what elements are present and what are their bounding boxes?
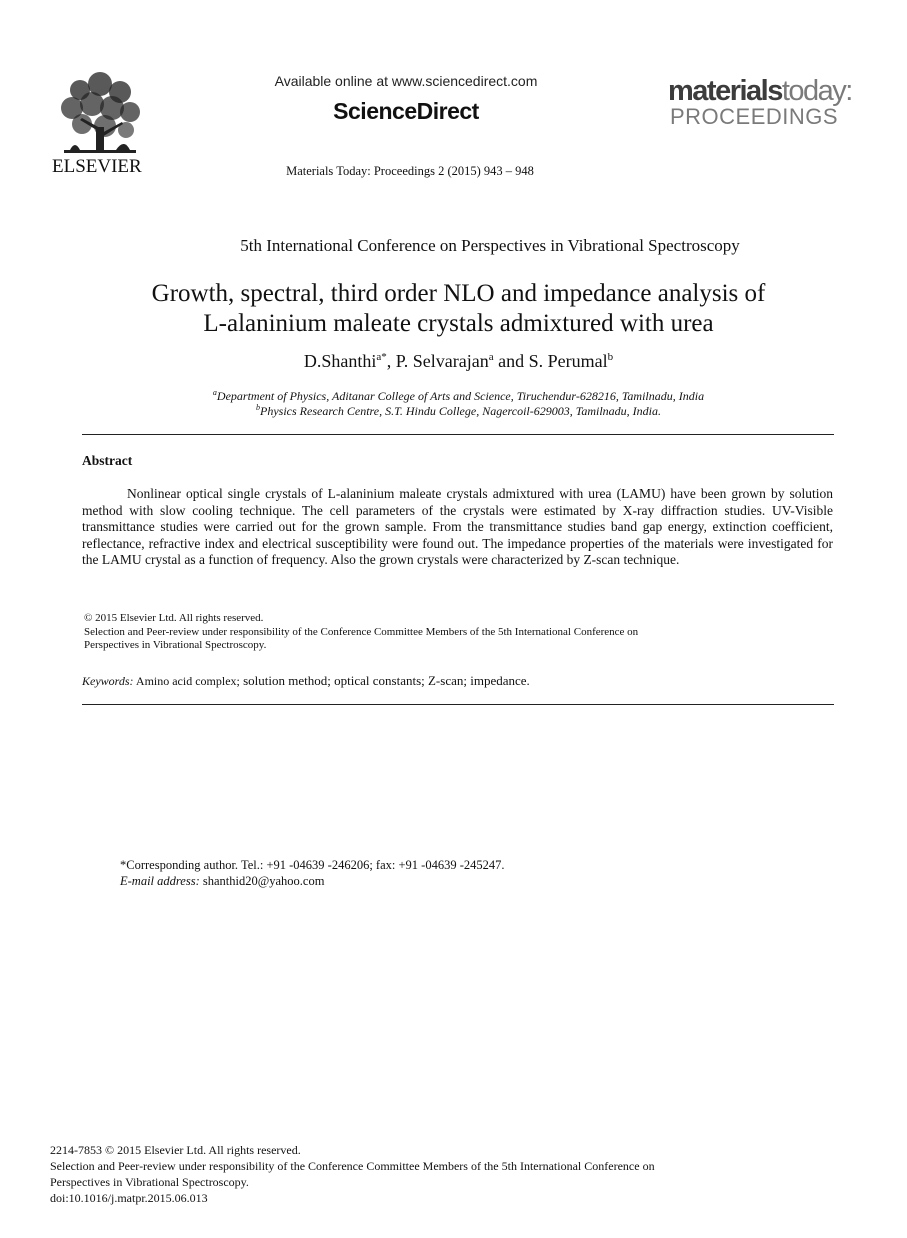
mt-brand-materials: materials: [668, 75, 782, 107]
author-affiliation-mark: a*: [376, 351, 387, 363]
sciencedirect-logo: ScienceDirect: [333, 98, 479, 124]
doi-link[interactable]: doi:10.1016/j.matpr.2015.06.013: [50, 1191, 208, 1205]
elsevier-wordmark: ELSEVIER: [52, 156, 142, 177]
bottom-divider: [82, 704, 834, 705]
affiliation-text: Department of Physics, Aditanar College of Arts and Science, Tiruchendur-628216, Tamilnadu, India: [216, 389, 705, 403]
footer-line: Perspectives in Vibrational Spectroscopy.: [50, 1175, 249, 1189]
email-label: E-mail address:: [120, 874, 200, 888]
affiliation-mark: b: [256, 403, 261, 412]
title-line-2: L-alaninium maleate crystals admixtured with urea: [203, 310, 714, 337]
corresponding-line: *Corresponding author. Tel.: +91 -04639 -246206; fax: +91 -04639 -245247.: [120, 858, 505, 872]
corresponding-author: [120, 857, 504, 889]
author-list: [0, 351, 907, 372]
author-affiliation-mark: a: [488, 351, 494, 363]
top-divider: [82, 434, 834, 435]
keywords-rest: solution method; optical constants; Z-scan; impedance.: [239, 673, 530, 688]
affiliation-text: Physics Research Centre, S.T. Hindu College, Nagercoil-629003, Tamilnadu, India.: [260, 404, 661, 418]
paper-title: [0, 279, 907, 339]
author-name: S. Perumal: [528, 351, 608, 371]
keywords-first: Amino acid complex;: [133, 674, 240, 688]
available-online-link[interactable]: Available online at www.sciencedirect.com: [274, 73, 538, 89]
title-line-1: Growth, spectral, third order NLO and impedance analysis of: [151, 280, 766, 307]
copyright-line: © 2015 Elsevier Ltd. All rights reserved.: [84, 612, 264, 624]
author-affiliation-mark: b: [607, 351, 614, 363]
affiliation-a: [0, 388, 907, 404]
materials-today-logo: [668, 76, 852, 106]
abstract-heading: Abstract: [82, 453, 133, 468]
author-separator: and: [493, 351, 529, 371]
page-footer: [50, 1142, 655, 1206]
abstract-body: Nonlinear optical single crystals of L-alaninium maleate crystals admixtured with urea (LAMU) have been grown by solution method with slow cooling technique. The cell parameters of the crystals were estimated by X-ray diffraction studies. UV-Visible transmittance studies were carried out for the grown sample. From the transmittance studies band gap energy, extinction coefficient, reflectance, refractive index and electrical susceptibility were found out. The impedance properties of the materials were investigated for the LAMU crystal as a function of frequency. Also the grown crystals were characterized by Z-scan technique.: [82, 486, 833, 568]
author-name: P. Selvarajan: [395, 351, 489, 371]
email-address[interactable]: shanthid20@yahoo.com: [199, 874, 325, 888]
affiliation-b: [0, 403, 907, 419]
copyright-line: Selection and Peer-review under responsibility of the Conference Committee Members of the 5th International Conference on: [84, 625, 639, 638]
copyright-block: [84, 612, 638, 653]
conference-name: 5th International Conference on Perspectives in Vibrational Spectroscopy: [240, 236, 740, 255]
footer-line: Selection and Peer-review under responsibility of the Conference Committee Members of the 5th International Conference on: [50, 1159, 655, 1173]
mt-proceedings-label: PROCEEDINGS: [670, 104, 839, 129]
mt-brand-today: today:: [781, 75, 852, 107]
keywords: [82, 673, 530, 689]
footer-line: 2214-7853 © 2015 Elsevier Ltd. All rights reserved.: [50, 1143, 301, 1157]
author-name: D.Shanthi: [303, 351, 377, 371]
keywords-label: Keywords:: [82, 674, 134, 688]
journal-reference: Materials Today: Proceedings 2 (2015) 943 – 948: [286, 164, 534, 178]
author-separator: ,: [386, 351, 396, 371]
affiliation-mark: a: [212, 388, 217, 397]
copyright-line: Perspectives in Vibrational Spectroscopy.: [84, 639, 267, 651]
